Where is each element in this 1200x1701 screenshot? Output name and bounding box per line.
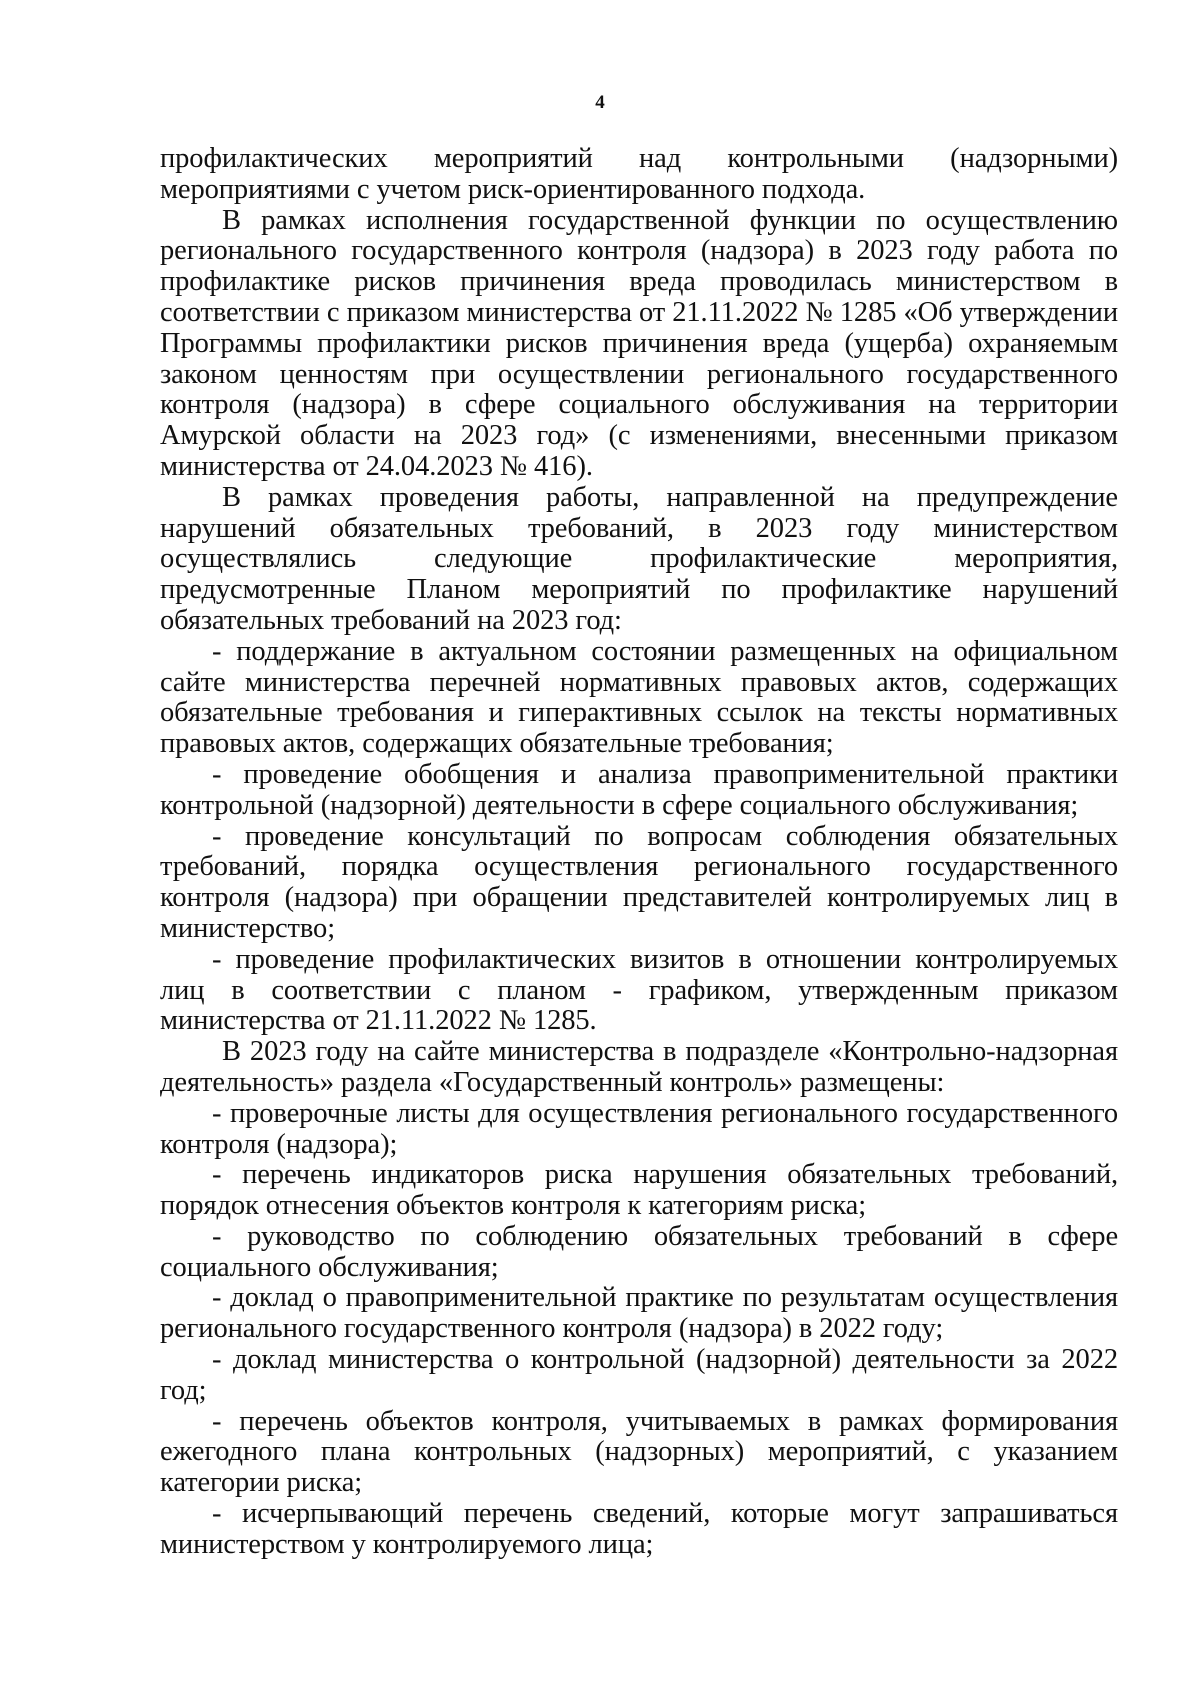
paragraph-site-publications: В 2023 году на сайте министерства в подразделе «Контрольно-надзорная деятельность» раздела «Государственный контроль» размещены: (160, 1036, 1118, 1098)
list-item-control-objects: - перечень объектов контроля, учитываемых в рамках формирования ежегодного плана контрольных (надзорных) мероприятий, с указанием категории риска; (160, 1405, 1118, 1499)
list-item-maintenance: - поддержание в актуальном состоянии размещенных на официальном сайте министерства перечней нормативных правовых актов, содержащих обязательные требования и гиперактивных ссылок на тексты нормативных правовых актов, содержащих обязательные требования; (160, 635, 1118, 760)
paragraph-function-execution: В рамках исполнения государственной функции по осуществлению регионального государственного контроля (надзора) в 2023 году работа по профилактике рисков причинения вреда проводилась министерством в соответствии с приказом министерства от 21.11.2022 № 1285 «Об утверждении Программы профилактики рисков причинения вреда (ущерба) охраняемым законом ценностям при осуществлении регионального государственного контроля (надзора) в сфере социального обслуживания на территории Амурской области на 2023 год» (с изменениями, внесенными приказом министерства от 24.04.2023 № 416). (160, 204, 1118, 482)
paragraph-continuation: профилактических мероприятий над контрольными (надзорными) мероприятиями с учетом риск-ориентированного подхода. (160, 143, 1118, 205)
list-item-generalization: - проведение обобщения и анализа правоприменительной практики контрольной (надзорной) деятельности в сфере социального обслуживания; (160, 758, 1118, 821)
list-item-visits: - проведение профилактических визитов в отношении контролируемых лиц в соответствии с планом - графиком, утвержденным приказом министерства от 21.11.2022 № 1285. (160, 943, 1118, 1037)
list-item-activity-report: - доклад министерства о контрольной (надзорной) деятельности за 2022 год; (160, 1344, 1118, 1406)
list-item-risk-indicators: - перечень индикаторов риска нарушения обязательных требований, порядок отнесения объектов контроля к категориям риска; (160, 1159, 1118, 1222)
list-item-practice-report: - доклад о правоприменительной практике по результатам осуществления регионального государственного контроля (надзора) в 2022 году; (160, 1282, 1118, 1345)
page-number: 4 (595, 92, 605, 113)
list-item-checklists: - проверочные листы для осуществления регионального государственного контроля (надзора); (160, 1097, 1118, 1160)
document-body (160, 144, 1118, 1561)
list-item-information-list: - исчерпывающий перечень сведений, которые могут запрашиваться министерством у контролируемого лица; (160, 1498, 1118, 1560)
paragraph-prevention-work: В рамках проведения работы, направленной на предупреждение нарушений обязательных требований, в 2023 году министерством осуществлялись следующие профилактические мероприятия, предусмотренные Планом мероприятий по профилактике нарушений обязательных требований на 2023 год: (160, 481, 1118, 636)
list-item-guidance: - руководство по соблюдению обязательных требований в сфере социального обслуживания; (160, 1220, 1118, 1283)
list-item-consultations: - проведение консультаций по вопросам соблюдения обязательных требований, порядка осуществления регионального государственного контроля (надзора) при обращении представителей контролируемых лиц в министерство; (160, 820, 1118, 944)
